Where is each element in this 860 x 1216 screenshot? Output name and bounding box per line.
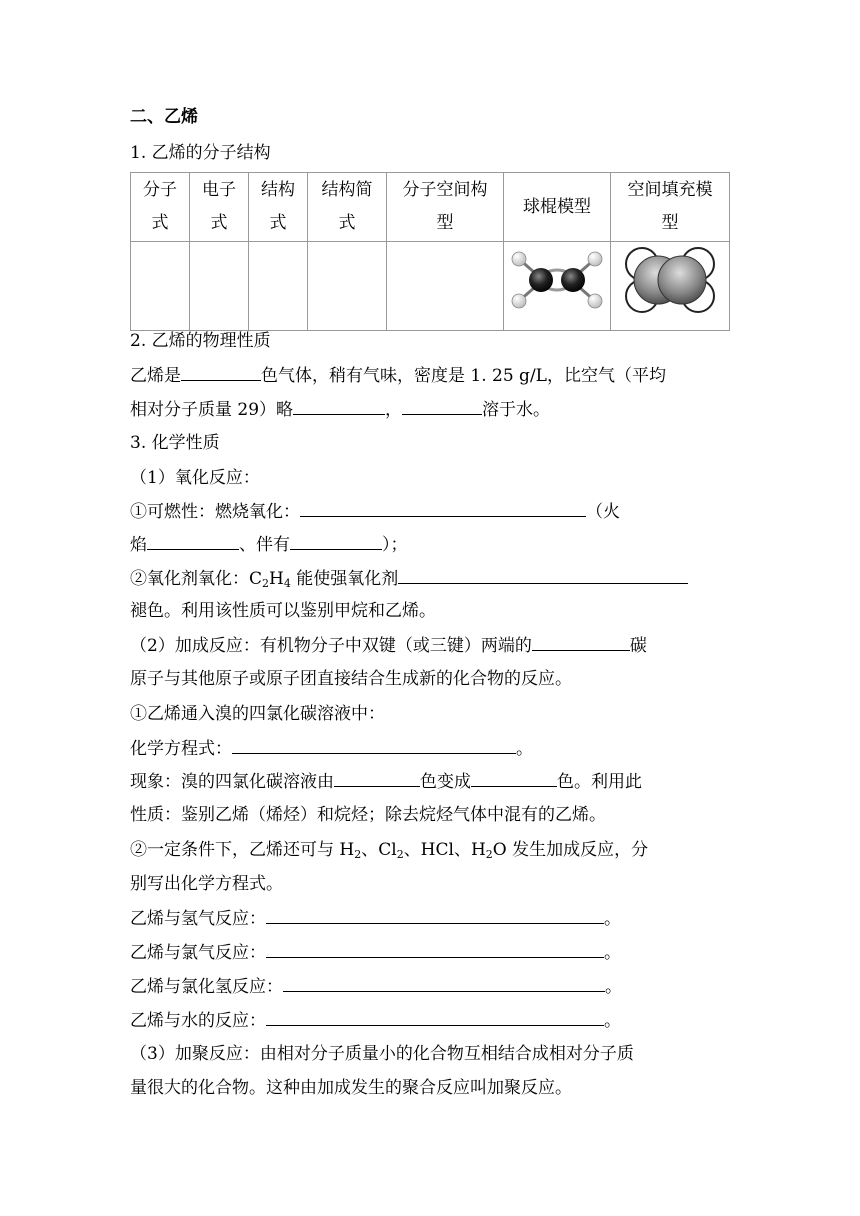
ox-line4: 褪色。利用该性质可以鉴别甲烷和乙烯。 <box>130 601 436 621</box>
blank-br-eq[interactable] <box>232 737 516 754</box>
s3-title: 3. 化学性质 <box>130 433 220 453</box>
space-fill-cell <box>611 242 730 331</box>
cl2-line: 乙烯与氯气反应： 。 <box>130 943 621 963</box>
blank-color-from[interactable] <box>334 770 420 787</box>
ox-line3: ②氧化剂氧化：$C_2H_4$ 能使强氧化剂 <box>130 567 688 595</box>
s2-line2: 相对分子质量 29）略 ， 溶于水。 <box>130 400 551 420</box>
header-cell: 结构简 式 <box>308 173 387 242</box>
blank-h2o-eq[interactable] <box>266 1009 604 1026</box>
blank-accompany[interactable] <box>290 533 382 550</box>
add-line1: （2）加成反应：有机物分子中双键（或三键）两端的 碳 <box>130 636 647 656</box>
ox-line1: ①可燃性：燃烧氧化： （火 <box>130 502 620 522</box>
ball-stick-cell <box>504 242 611 331</box>
space-filling-model-image <box>612 242 728 318</box>
blank-flame[interactable] <box>147 533 239 550</box>
cond-line1: ②一定条件下，乙烯还可与 $H_2$、$Cl_2$、HCl、$H_2O$ 发生加成反应，分 <box>130 840 649 861</box>
header-cell: 分子 式 <box>131 173 190 242</box>
phenomenon-line: 现象：溴的四氯化碳溶液由 色变成 色。利用此 <box>130 772 642 792</box>
structure-table <box>130 172 730 331</box>
header-cell: 空间填充模 型 <box>611 173 730 242</box>
table-header-row <box>131 173 730 242</box>
blank-color[interactable] <box>181 364 261 381</box>
blank-solubility[interactable] <box>402 398 482 415</box>
br-title: ①乙烯通入溴的四氯化碳溶液中： <box>130 704 385 724</box>
ox-title: （1）氧化反应： <box>130 468 260 488</box>
poly-line1: （3）加聚反应：由相对分子质量小的化合物互相结合成相对分子质 <box>130 1044 634 1064</box>
eq-line: 化学方程式： 。 <box>130 739 533 759</box>
s2-line1: 乙烯是 色气体，稍有气味，密度是 1. 25 g/L，比空气（平均 <box>130 366 666 386</box>
header-cell: 分子空间构 型 <box>387 173 504 242</box>
poly-line2: 量很大的化合物。这种由加成发生的聚合反应叫加聚反应。 <box>130 1078 572 1098</box>
section-title <box>130 106 198 128</box>
s1-title: 1. 乙烯的分子结构 <box>130 143 271 163</box>
phenomenon-line2: 性质：鉴别乙烯（烯烃）和烷烃；除去烷烃气体中混有的乙烯。 <box>130 805 606 825</box>
s2-title: 2. 乙烯的物理性质 <box>130 331 271 351</box>
table-body-row <box>131 242 730 331</box>
header-cell: 球棍模型 <box>504 173 611 242</box>
section-heading: 二、乙烯 <box>130 107 198 127</box>
header-cell: 结构 式 <box>249 173 308 242</box>
answer-cell[interactable] <box>190 242 249 331</box>
blank-carbon[interactable] <box>532 634 630 651</box>
blank-density[interactable] <box>293 398 385 415</box>
h2o-line: 乙烯与水的反应： 。 <box>130 1011 621 1031</box>
cond-line2: 别写出化学方程式。 <box>130 874 283 894</box>
blank-h2-eq[interactable] <box>266 907 604 924</box>
blank-combustion-eq[interactable] <box>300 500 586 517</box>
ball-stick-model-image <box>505 242 609 318</box>
blank-color-to[interactable] <box>471 770 557 787</box>
header-cell: 电子 式 <box>190 173 249 242</box>
hcl-line: 乙烯与氯化氢反应： 。 <box>130 977 622 997</box>
answer-cell[interactable] <box>387 242 504 331</box>
answer-cell[interactable] <box>131 242 190 331</box>
blank-oxidant[interactable] <box>398 567 688 584</box>
answer-cell[interactable] <box>249 242 308 331</box>
answer-cell[interactable] <box>308 242 387 331</box>
ox-line2: 焰 、伴有 ）； <box>130 535 408 555</box>
blank-hcl-eq[interactable] <box>283 975 605 992</box>
h2-line: 乙烯与氢气反应： 。 <box>130 909 621 929</box>
add-line2: 原子与其他原子或原子团直接结合生成新的化合物的反应。 <box>130 669 572 689</box>
blank-cl2-eq[interactable] <box>266 941 604 958</box>
